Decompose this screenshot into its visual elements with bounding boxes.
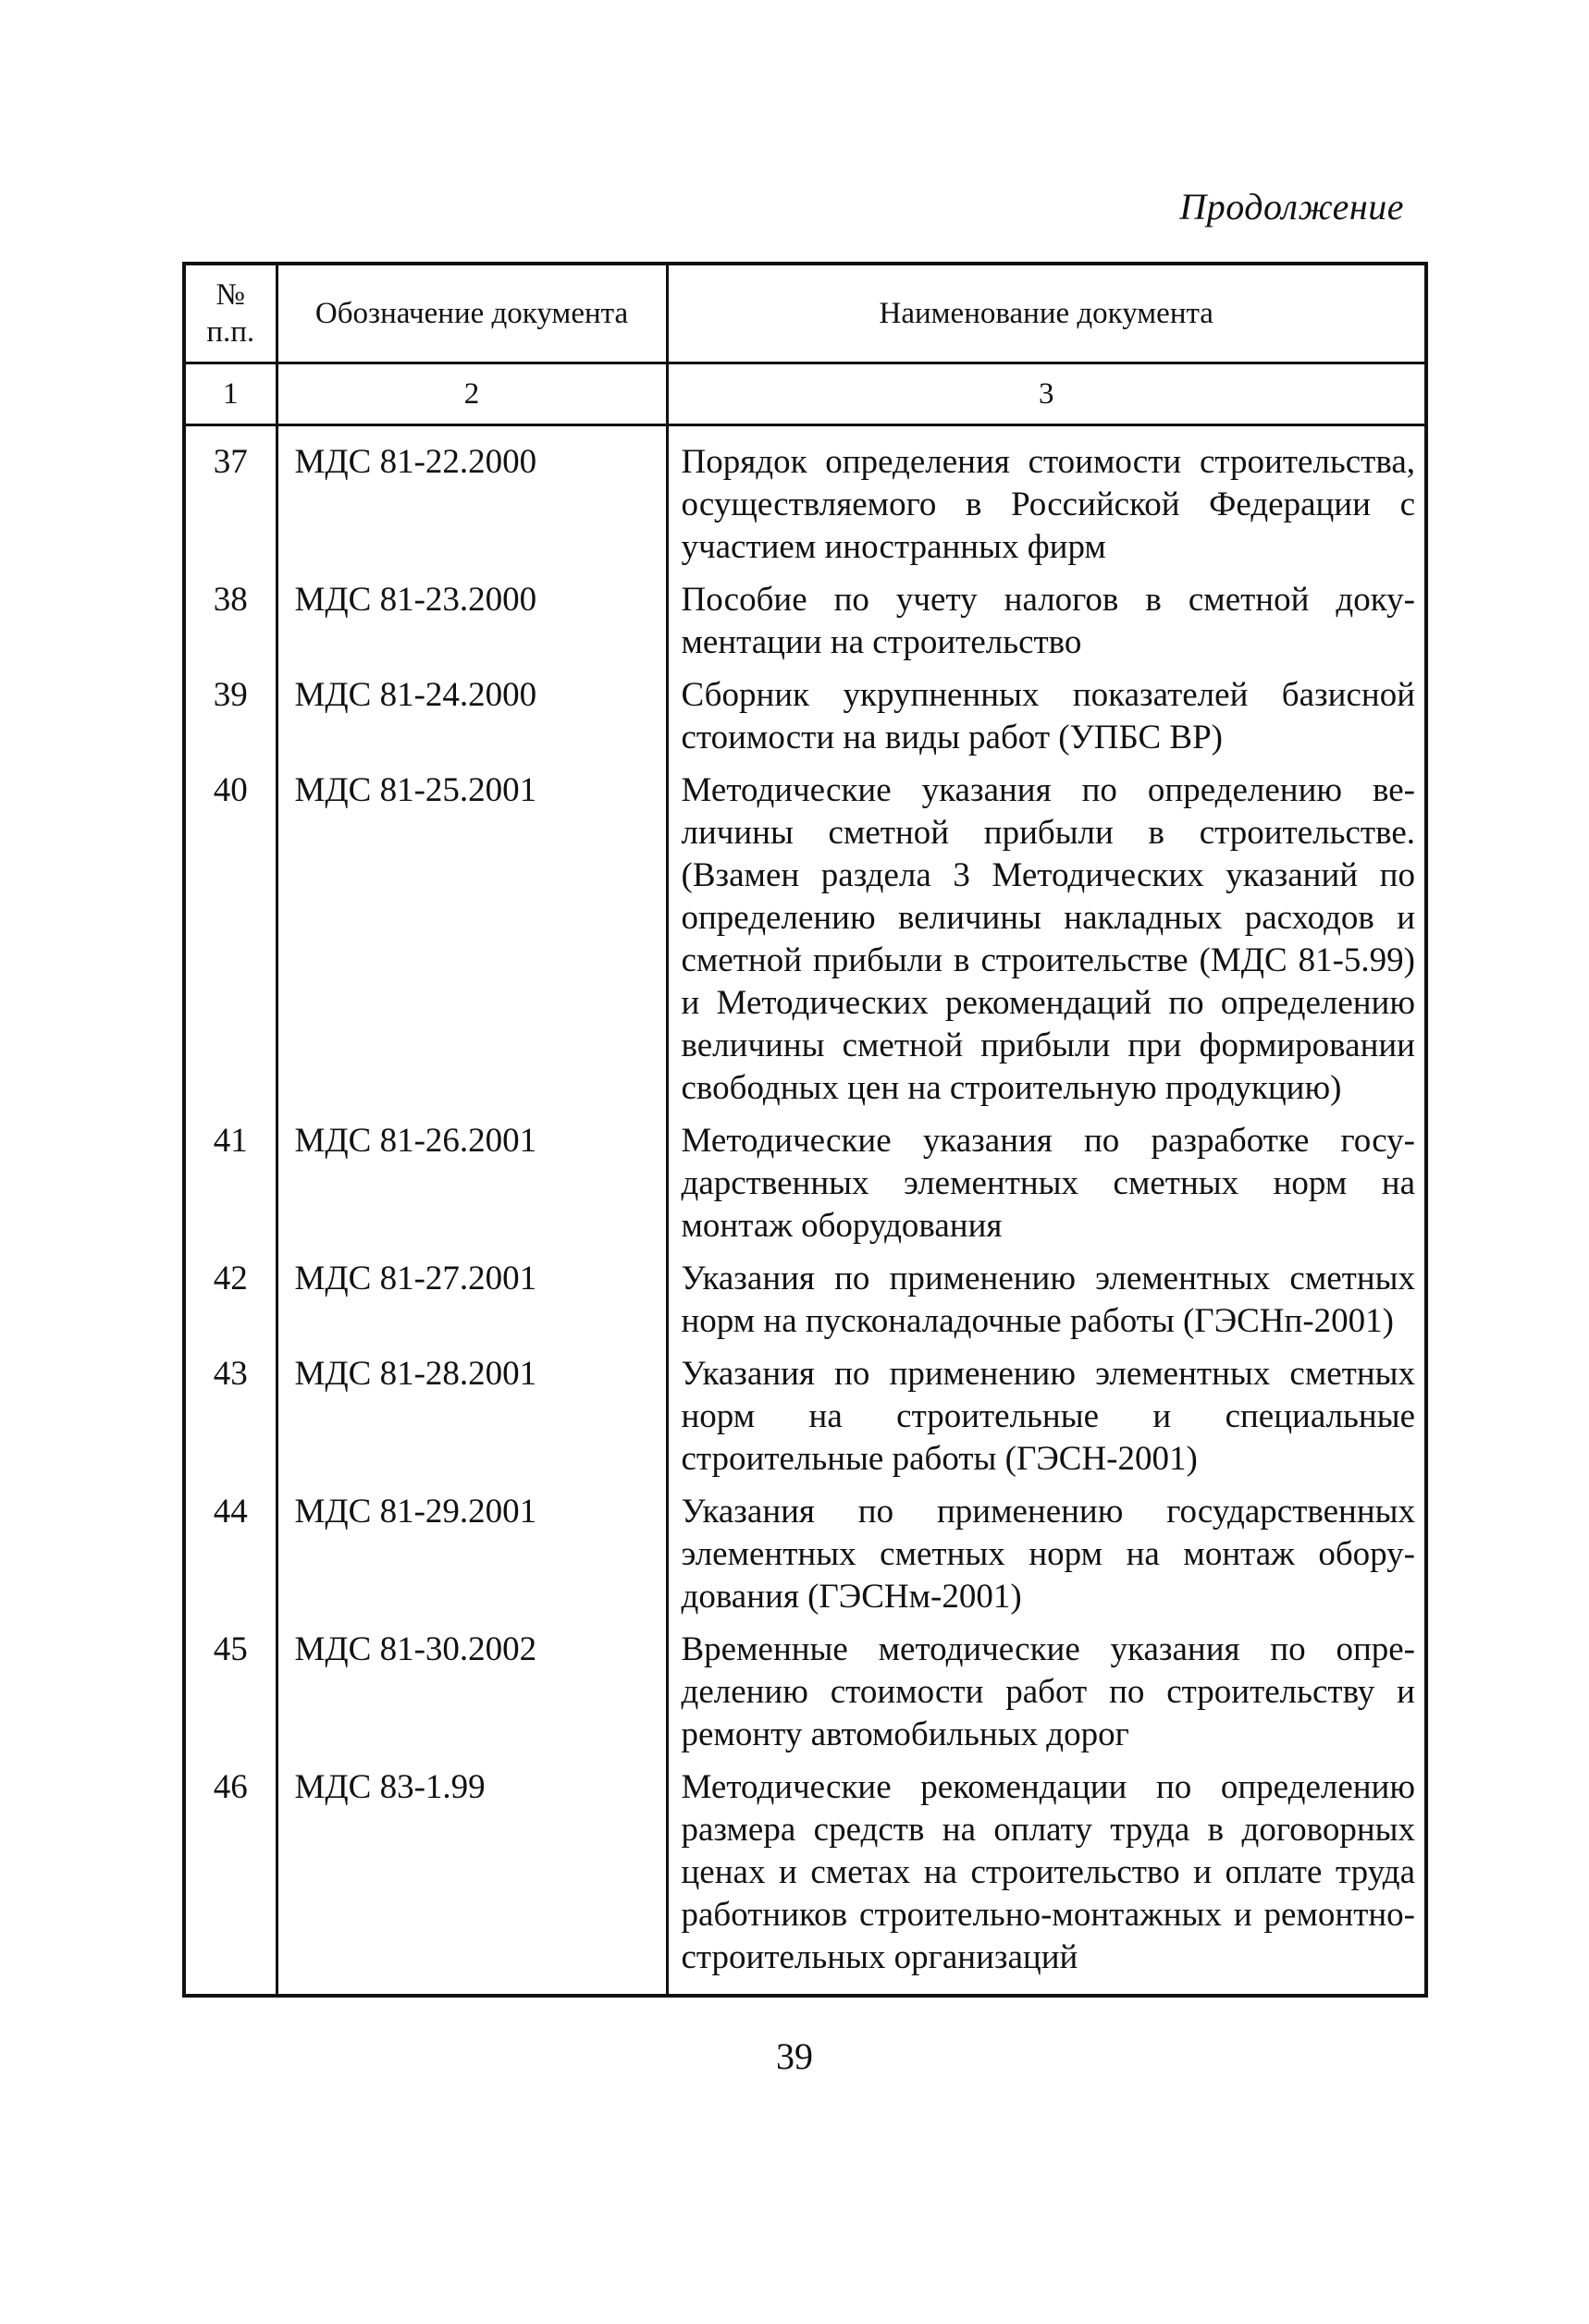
row-designation: МДС 81-22.2000 (277, 425, 667, 579)
table-row (184, 1119, 1426, 1257)
row-number: 45 (184, 1628, 277, 1765)
row-designation: МДС 81-25.2001 (277, 769, 667, 1119)
row-number: 38 (184, 578, 277, 673)
documents-table (182, 262, 1428, 1998)
row-document-name: Порядок определения стоимости строительства, осуществляемого в Российской Федерации с участием иностранных фирм (681, 443, 1415, 566)
row-document-name: Методические указания по определению величины сметной прибыли в строительстве. (Взамен раздела 3 Методических указаний по определению величины накладных расходов и сметной прибыли в строительстве (МДС 81-5.99) и Методических рекомендаций по определению величины сметной прибыли при формировании свободных цен на строительную продукцию) (681, 771, 1415, 1107)
page-number: 39 (776, 2035, 813, 2077)
table-row (184, 1490, 1426, 1628)
row-designation: МДС 83-1.99 (277, 1765, 667, 1996)
table-row (184, 578, 1426, 673)
row-number: 44 (184, 1490, 277, 1628)
table-row (184, 1628, 1426, 1765)
row-designation: МДС 81-24.2000 (277, 673, 667, 769)
table-body (184, 425, 1426, 1997)
row-designation: МДС 81-26.2001 (277, 1119, 667, 1257)
row-number: 43 (184, 1352, 277, 1490)
row-document-name: Пособие по учету налогов в сметной документации на строительство (681, 581, 1415, 661)
row-document-name: Сборник укрупненных показателей базисной стоимости на виды работ (УПБС ВР) (681, 676, 1415, 756)
row-document-name: Временные методические указания по определению стоимости работ по строительству и ремонту автомобильных дорог (681, 1630, 1415, 1753)
column-number-row (184, 363, 1426, 425)
column-number-3: 3 (667, 363, 1426, 425)
table-row (184, 673, 1426, 769)
table-row (184, 769, 1426, 1119)
row-document-name: Методические рекомендации по определению размера средств на оплату труда в договорных ценах и сметах на строительство и оплате труда работников строительно-монтажных и ремонтно-строительных организаций (681, 1768, 1415, 1976)
table-row (184, 1765, 1426, 1996)
header-name: Наименование документа (667, 264, 1426, 363)
continuation-label: Продолжение (1179, 186, 1404, 227)
row-designation: МДС 81-27.2001 (277, 1257, 667, 1352)
row-document-name: Указания по применению государственных элементных сметных норм на монтаж оборудования (ГЭСНм-2001) (681, 1493, 1415, 1616)
row-number: 39 (184, 673, 277, 769)
row-number: 37 (184, 425, 277, 579)
table-header-row (184, 264, 1426, 363)
header-designation: Обозначение документа (277, 264, 667, 363)
column-number-1: 1 (184, 363, 277, 425)
row-number: 41 (184, 1119, 277, 1257)
row-designation: МДС 81-30.2002 (277, 1628, 667, 1765)
table-row (184, 1352, 1426, 1490)
row-designation: МДС 81-28.2001 (277, 1352, 667, 1490)
row-number: 40 (184, 769, 277, 1119)
row-designation: МДС 81-29.2001 (277, 1490, 667, 1628)
row-document-name: Указания по применению элементных сметных норм на строительные и специальные строительные работы (ГЭСН-2001) (681, 1355, 1415, 1478)
row-designation: МДС 81-23.2000 (277, 578, 667, 673)
header-number: № п.п. (184, 264, 277, 363)
table-row (184, 1257, 1426, 1352)
table-row (184, 425, 1426, 579)
row-document-name: Указания по применению элементных сметных норм на пусконаладочные работы (ГЭСНп-2001) (681, 1260, 1415, 1340)
row-number: 42 (184, 1257, 277, 1352)
row-document-name: Методические указания по разработке государственных элементных сметных норм на монтаж оборудования (681, 1122, 1415, 1245)
column-number-2: 2 (277, 363, 667, 425)
row-number: 46 (184, 1765, 277, 1996)
